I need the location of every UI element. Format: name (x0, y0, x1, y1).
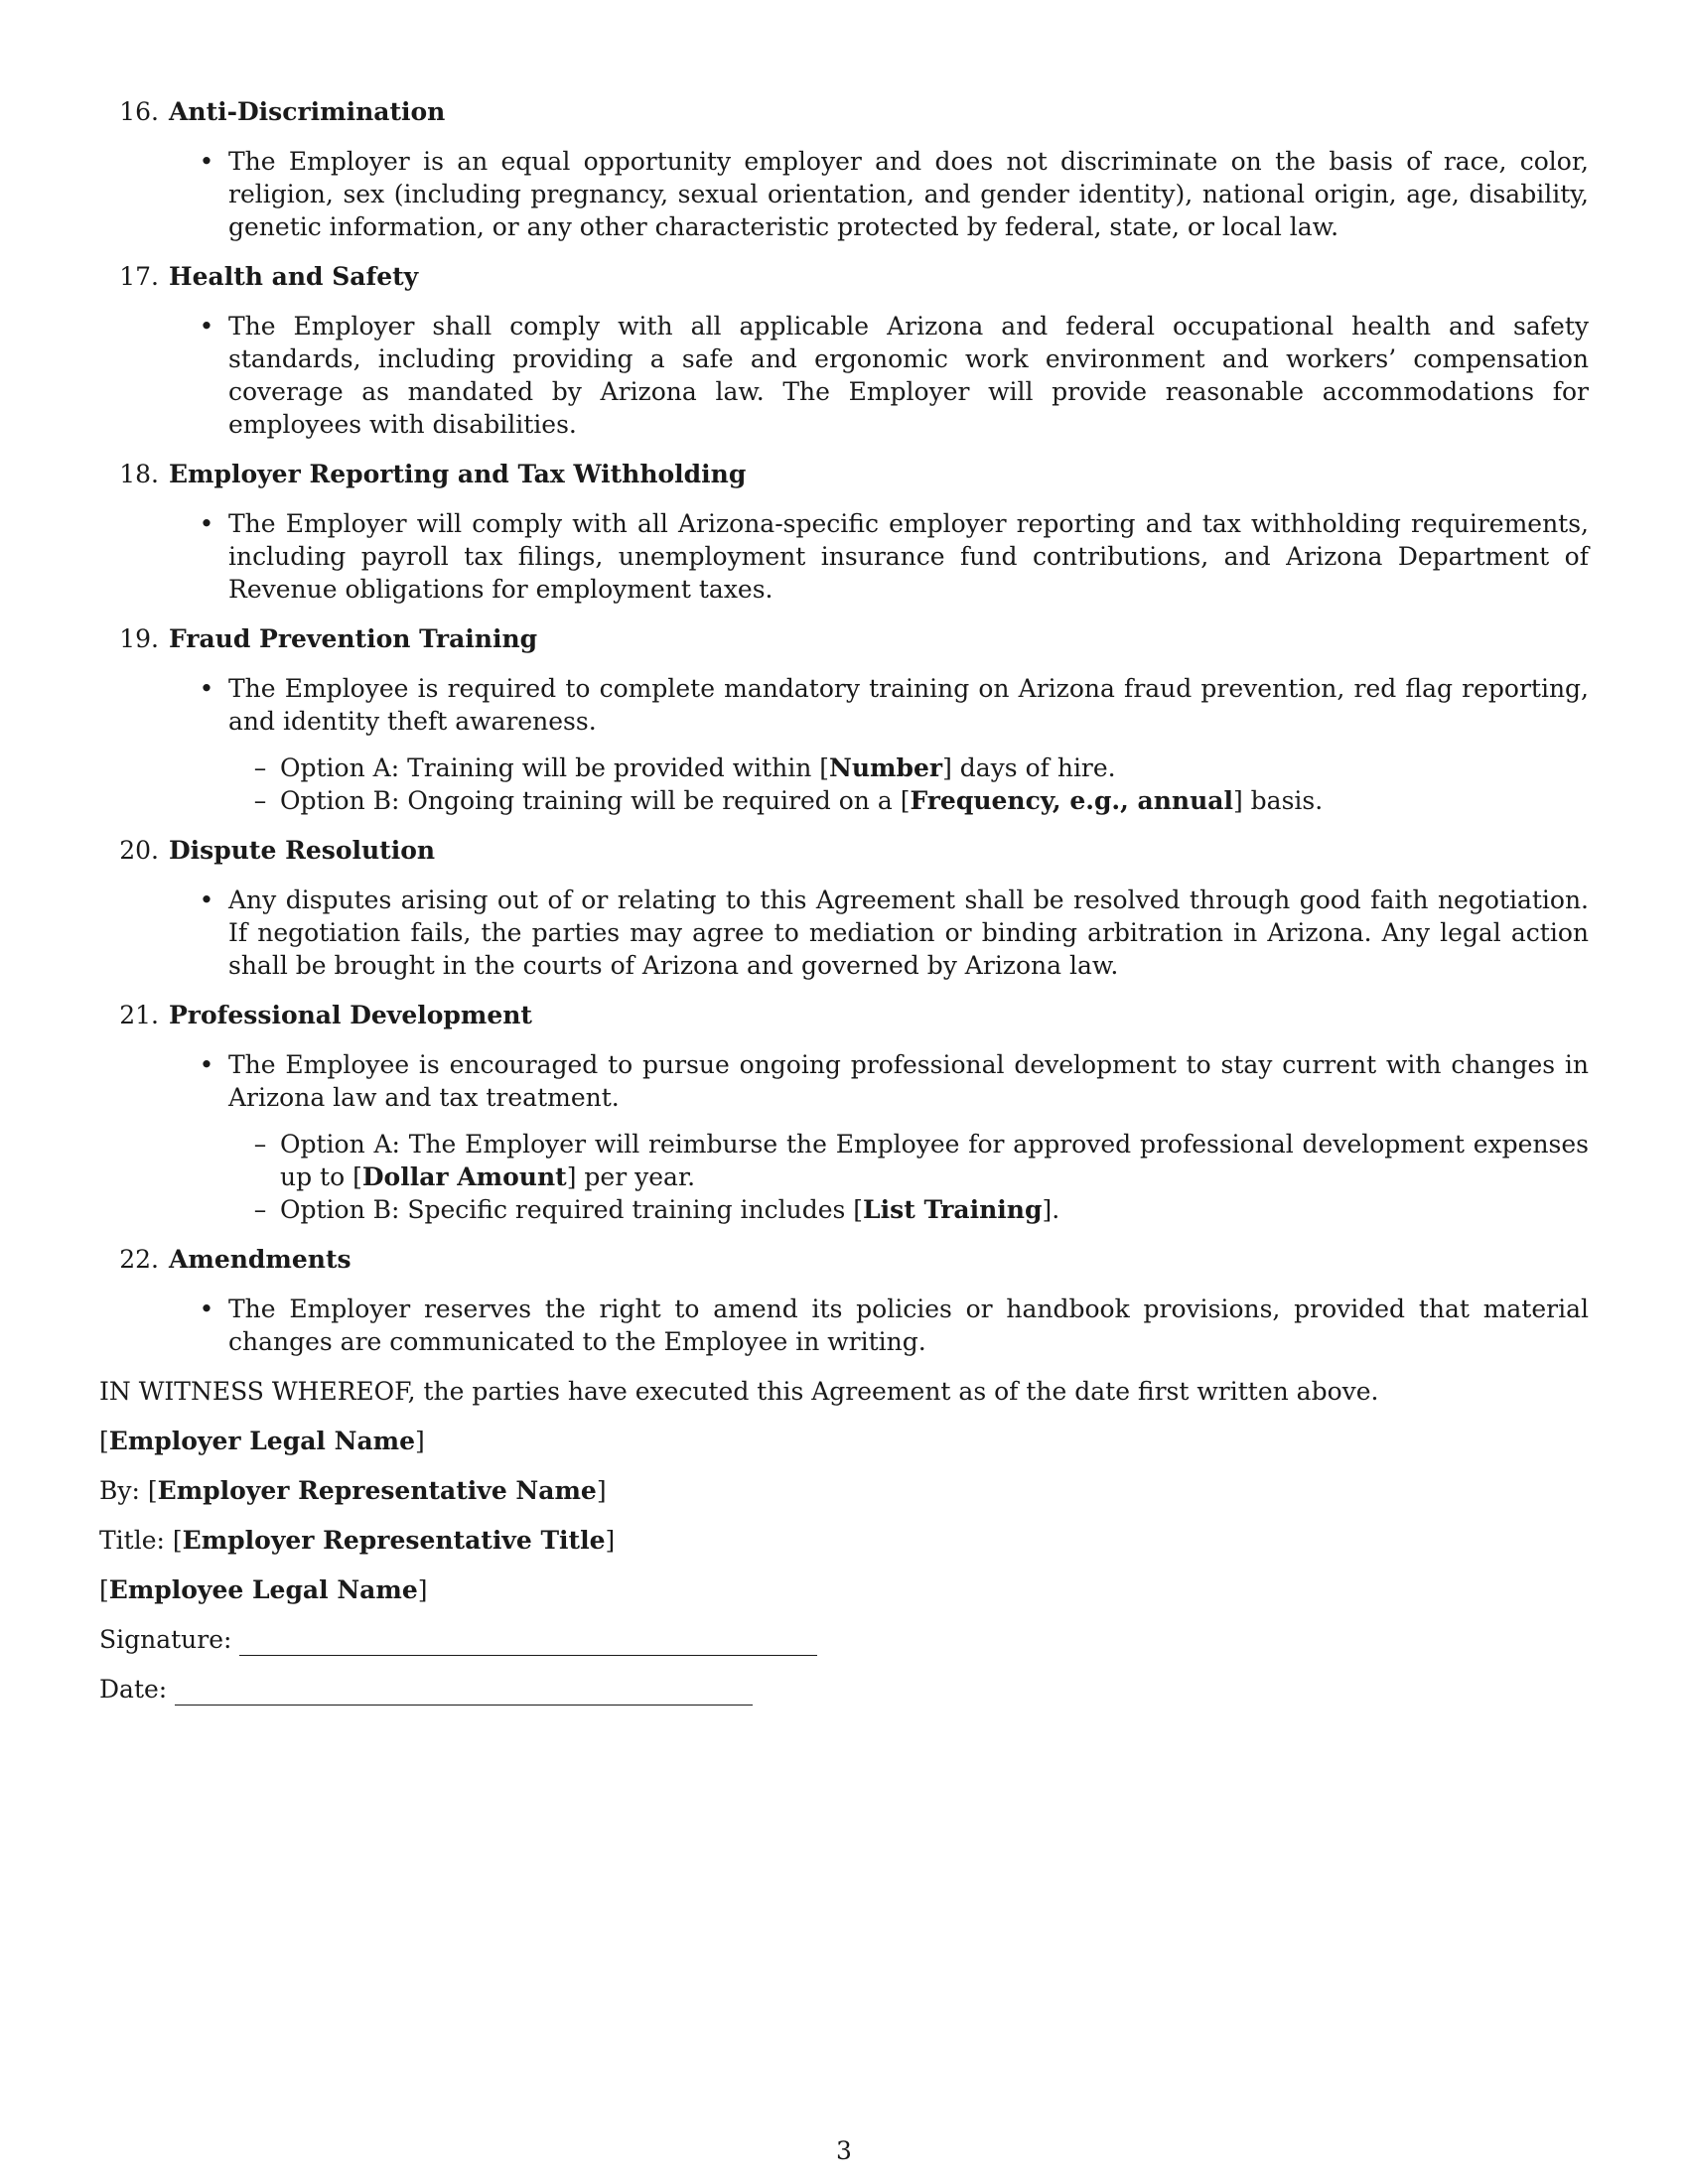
title-label: Title: (99, 1526, 165, 1555)
bullet-item (99, 145, 1589, 243)
section-number: 19. (119, 624, 159, 653)
dash-icon: – (253, 1195, 267, 1224)
section-title: Anti-Discrimination (169, 97, 446, 126)
by-label: By: (99, 1476, 140, 1505)
title-line (99, 1524, 1589, 1557)
section-number: 16. (119, 97, 159, 126)
option-text-suffix: ] days of hire. (942, 753, 1116, 782)
option-list (99, 751, 1589, 817)
option-b (99, 784, 1589, 817)
bullet-icon: • (199, 886, 214, 914)
page-number: 3 (836, 2136, 852, 2165)
signature-line[interactable] (239, 1629, 817, 1656)
bullet-icon: • (199, 509, 214, 538)
section-16 (99, 95, 1589, 243)
section-title: Health and Safety (169, 262, 419, 291)
bullet-icon: • (199, 147, 214, 176)
bracket-open: [ (147, 1476, 158, 1505)
bullet-text: The Employer reserves the right to amend its policies or handbook provisions, provided that material changes are communicated to the Employee in writing. (228, 1295, 1589, 1356)
date-line[interactable] (175, 1679, 753, 1706)
section-title: Employer Reporting and Tax Withholding (169, 460, 747, 488)
bullet-icon: • (199, 1295, 214, 1323)
section-22 (99, 1243, 1589, 1358)
section-heading (99, 999, 1589, 1031)
section-number: 22. (119, 1245, 159, 1274)
option-placeholder: Frequency, e.g., annual (910, 786, 1233, 815)
representative-name-placeholder: Employer Representative Name (157, 1476, 597, 1505)
by-line (99, 1474, 1589, 1507)
option-a (99, 1128, 1589, 1193)
option-a (99, 751, 1589, 784)
option-text-suffix: ]. (1042, 1195, 1060, 1224)
bracket-open: [ (99, 1427, 109, 1455)
signature-row (99, 1623, 1589, 1656)
section-heading (99, 260, 1589, 293)
bullet-item (99, 884, 1589, 982)
dash-icon: – (253, 1130, 267, 1159)
section-18 (99, 458, 1589, 606)
option-text: Option B: Specific required training includes [ (280, 1195, 864, 1224)
bullet-text: The Employer shall comply with all applicable Arizona and federal occupational health and safety standards, including providing a safe and ergonomic work environment and workers’ compensation coverage as mandated by Arizona law. The Employer will provide reasonable accommodations for employees with disabilities. (228, 312, 1589, 439)
bracket-open: [ (99, 1575, 109, 1604)
bullet-text: The Employer is an equal opportunity employer and does not discriminate on the basis of race, color, religion, sex (including pregnancy, sexual orientation, and gender identity), national origin, age, disability, genetic information, or any other characteristic protected by federal, state, or local law. (228, 147, 1589, 241)
dash-icon: – (253, 753, 267, 782)
section-number: 18. (119, 460, 159, 488)
employer-name-placeholder: Employer Legal Name (108, 1427, 416, 1455)
bracket-close: ] (605, 1526, 616, 1555)
section-21 (99, 999, 1589, 1226)
option-placeholder: Number (829, 753, 943, 782)
bracket-close: ] (596, 1476, 607, 1505)
option-text-suffix: ] per year. (566, 1162, 696, 1191)
signature-label: Signature: (99, 1625, 232, 1654)
employee-legal-name (99, 1573, 1589, 1606)
section-19 (99, 622, 1589, 817)
section-20 (99, 834, 1589, 982)
bullet-item (99, 507, 1589, 606)
bracket-open: [ (172, 1526, 183, 1555)
section-heading (99, 1243, 1589, 1276)
bullet-item (99, 1048, 1589, 1114)
option-placeholder: List Training (863, 1195, 1043, 1224)
option-text: Option A: The Employer will reimburse the Employee for approved professional development expenses up to [ (280, 1130, 1589, 1191)
section-title: Professional Development (169, 1001, 532, 1029)
bullet-item (99, 310, 1589, 441)
option-placeholder: Dollar Amount (361, 1162, 567, 1191)
option-list (99, 1128, 1589, 1226)
section-heading (99, 834, 1589, 867)
section-title: Amendments (169, 1245, 352, 1274)
section-number: 17. (119, 262, 159, 291)
option-text: Option B: Ongoing training will be required on a [ (280, 786, 911, 815)
date-row (99, 1673, 1589, 1706)
section-title: Dispute Resolution (169, 836, 436, 865)
bracket-close: ] (417, 1575, 428, 1604)
bullet-icon: • (199, 1050, 214, 1079)
section-heading (99, 458, 1589, 490)
bullet-icon: • (199, 312, 214, 341)
representative-title-placeholder: Employer Representative Title (182, 1526, 606, 1555)
date-label: Date: (99, 1675, 168, 1704)
section-title: Fraud Prevention Training (169, 624, 538, 653)
option-text: Option A: Training will be provided within [ (280, 753, 830, 782)
bullet-text: The Employee is encouraged to pursue ongoing professional development to stay current with changes in Arizona law and tax treatment. (228, 1050, 1589, 1112)
bullet-item (99, 672, 1589, 738)
bullet-item (99, 1293, 1589, 1358)
employer-legal-name (99, 1425, 1589, 1457)
bullet-icon: • (199, 674, 214, 703)
employee-name-placeholder: Employee Legal Name (108, 1575, 418, 1604)
section-17 (99, 260, 1589, 441)
bullet-text: The Employee is required to complete mandatory training on Arizona fraud prevention, red flag reporting, and identity theft awareness. (228, 674, 1589, 736)
bullet-text: Any disputes arising out of or relating to this Agreement shall be resolved through good faith negotiation. If negotiation fails, the parties may agree to mediation or binding arbitration in Arizona. Any legal action shall be brought in the courts of Arizona and governed by Arizona law. (228, 886, 1589, 980)
dash-icon: – (253, 786, 267, 815)
witness-clause: IN WITNESS WHEREOF, the parties have executed this Agreement as of the date first written above. (99, 1377, 1379, 1406)
section-number: 21. (119, 1001, 159, 1029)
section-number: 20. (119, 836, 159, 865)
bullet-text: The Employer will comply with all Arizona-specific employer reporting and tax withholding requirements, including payroll tax filings, unemployment insurance fund contributions, and Arizona Department of Revenue obligations for employment taxes. (228, 509, 1589, 604)
bracket-close: ] (415, 1427, 425, 1455)
section-heading (99, 95, 1589, 128)
document-page (99, 95, 1589, 1722)
option-text-suffix: ] basis. (1232, 786, 1324, 815)
option-b (99, 1193, 1589, 1226)
section-heading (99, 622, 1589, 655)
